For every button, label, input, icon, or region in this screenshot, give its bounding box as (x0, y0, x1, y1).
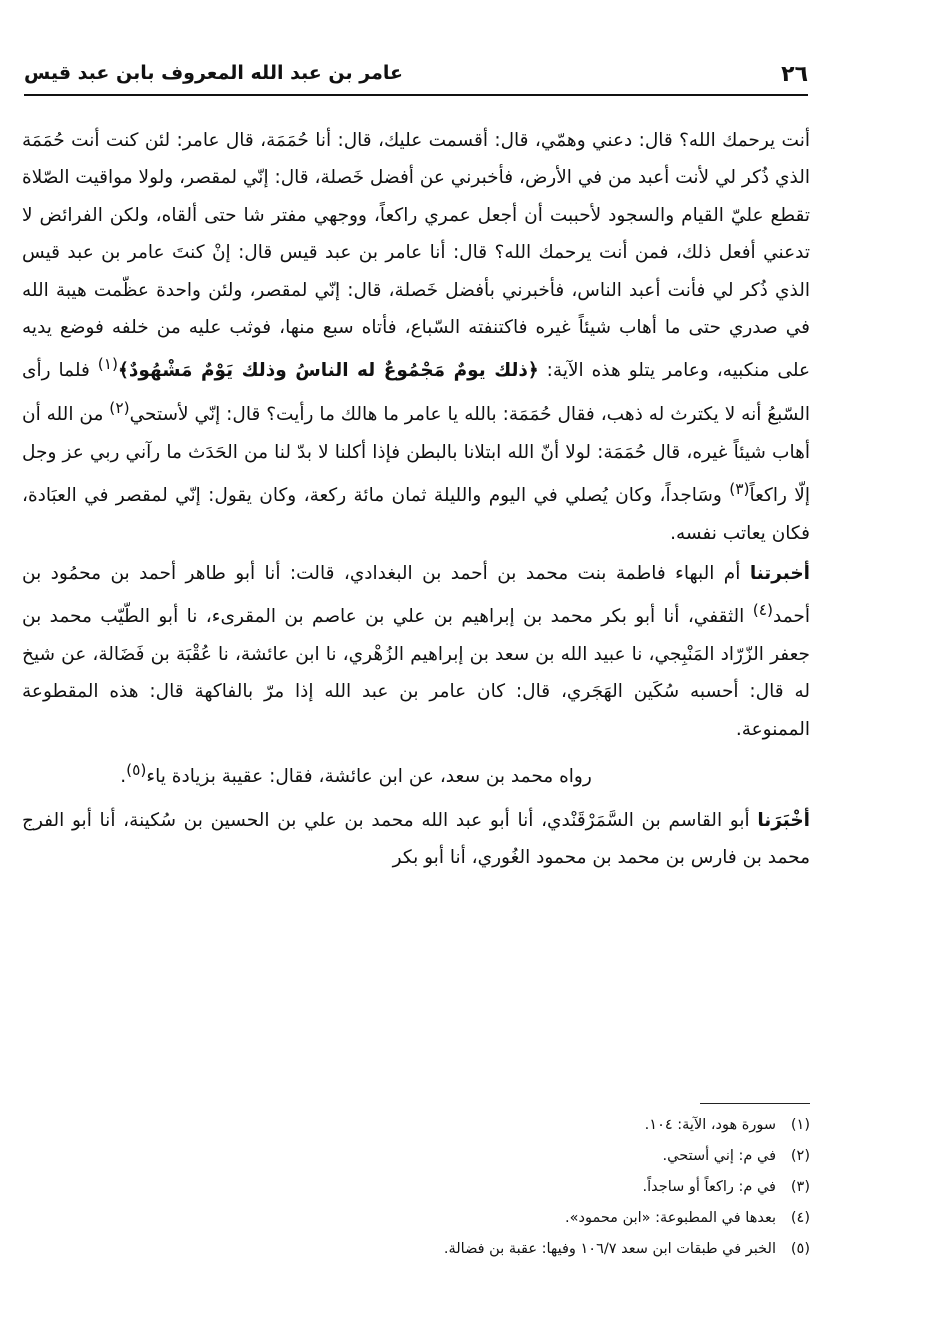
page-header (24, 60, 808, 94)
header-rule (24, 94, 808, 96)
footnote-ref-2[interactable]: (٢) (109, 399, 130, 417)
paragraph-2-text: أم البهاء فاطمة بنت محمد بن أحمد بن البغدادي، قالت: أنا أبو طاهر أحمد بن محمُود بن أحمد (22, 562, 810, 628)
footnote-2 (110, 1141, 810, 1172)
footnote-3 (110, 1172, 810, 1203)
paragraph-3-end: . (120, 766, 127, 788)
footnote-text: في م: راكعاً أو ساجداً. (642, 1179, 776, 1195)
paragraph-2 (22, 555, 810, 748)
footnote-text: في م: إني أستحي. (662, 1148, 776, 1164)
page-number: ٢٦ (781, 62, 808, 87)
footnote-text: بعدها في المطبوعة: «ابن محمود». (565, 1210, 776, 1226)
paragraph-3-text: رواه محمد بن سعد، عن ابن عائشة، فقال: عقيبة بزيادة ياء (146, 766, 592, 788)
footnote-separator (700, 1103, 810, 1104)
paragraph-2-continuation: الثقفي، أنا أبو بكر محمد بن إبراهيم بن علي بن عاصم بن المقرىء، نا أبو الطّيّب محمد بن جعفر الزّرّاد المَنْبِجي، نا عبيد الله بن سعد بن إبراهيم الزُهْري، نا ابن عائشة، نا عُقْبَة بن فَضَالة، عن شيخ له قال: أحسبه سُكَين الهَجَري، قال: كان عامر بن عبد الله إذا مرّ بالفاكهة قال: هذه المقطوعة الممنوعة. (22, 606, 810, 740)
main-text (22, 122, 810, 877)
footnote-text: الخبر في طبقات ابن سعد ١٠٦/٧ وفيها: عقبة بن فضالة. (443, 1241, 776, 1257)
footnote-ref-3[interactable]: (٣) (729, 479, 750, 498)
paragraph-4 (22, 802, 810, 877)
footnote-number: (٣) (790, 1179, 810, 1195)
footnote-ref-5[interactable]: (٥) (126, 761, 147, 780)
footnote-ref-1[interactable]: (١) (97, 355, 119, 374)
paragraph-1-text: أنت يرحمك الله؟ قال: دعني وهمّي، قال: أقسمت عليك، قال: أنا حُمَمَة، قال عامر: لئن كنت أنت حُمَمَة الذي ذُكر لي لأنت أعبد من في الأرض، فأخبرني عن أفضل خَصلة، قال: إنّي لمقصر، ولولا مواقيت الصّلاة تقطع عليّ القيام والسجود لأحببت أن أجعل عمري راكعاً، ووجهي مفتر شا حتى ألقاه، ولكن الفرائض لا تدعني أفعل ذلك، فمن أنت يرحمك الله؟ قال: أنا عامر بن عبد قيس قال: إنْ كنتَ عامر بن عبد قيس الذي ذُكر لي فأنت أعبد الناس، فأخبرني بأفضل خَصلة، قال: إنّي لمقصر، ولئن واحدة عظّمت هيبة الله في صدري حتى ما أهاب شيئاً غيره فاكتنفته السّباع، فأتاه سبع منها، فوثب عليه من خلفه فوضع يديه على منكبيه، وعامر يتلو هذه الآية: (22, 130, 810, 382)
footnote-ref-4[interactable]: (٤) (752, 601, 774, 620)
footnote-1 (110, 1110, 810, 1141)
paragraph-1-end: وسَاجداً، وكان يُصلي في اليوم والليلة ثمان مائة ركعة، وكان يقول: إنّي لمقصر في العبَادة، فكان يعاتب نفسه. (22, 485, 810, 544)
footnotes (110, 1110, 810, 1265)
isnad-lead-akhbaratna: أخبرتنا (749, 562, 810, 584)
footnote-4 (110, 1203, 810, 1234)
footnote-number: (٤) (790, 1210, 810, 1226)
paragraph-1 (22, 122, 810, 552)
running-title: عامر بن عبد الله المعروف بابن عبد قيس (24, 62, 403, 84)
footnote-number: (١) (790, 1117, 810, 1133)
paragraph-1-continuation-2: من الله أن أهاب شيئاً غيره، قال حُمَمَة: لولا أنّ الله ابتلانا بالبطن فإذا أكلنا لا بدّ لنا من الحَدَث ما رآني ربي عز وجل إلّا راكعاً (22, 404, 810, 507)
footnote-number: (٢) (790, 1148, 810, 1164)
isnad-lead-akhbarana: أخْبَرَنا (757, 809, 810, 831)
footnote-number: (٥) (790, 1241, 810, 1257)
footnote-text: سورة هود، الآية: ١٠٤. (644, 1117, 776, 1133)
paragraph-4-text: أبو القاسم بن السَّمَرْقَنْدي، أنا أبو عبد الله محمد بن علي بن الحسين بن سُكينة، أنا أبو الفرج محمد بن فارس بن محمد بن محمود الغُوري، أنا أبو بكر (22, 809, 810, 869)
paragraph-3 (22, 752, 810, 796)
quran-verse: ﴿ذلك يومٌ مَجْمُوعٌ له الناسُ وذلك يَوْمٌ مَشْهُودٌ﴾ (118, 360, 539, 382)
paragraph-1-continuation: فلما رأى السّبعُ أنه لا يكترث له ذهب، فقال حُمَمَة: بالله يا عامر ما هالك ما رأيت؟ قال: إنّي لأستحي (22, 360, 810, 426)
footnote-5 (110, 1234, 810, 1265)
